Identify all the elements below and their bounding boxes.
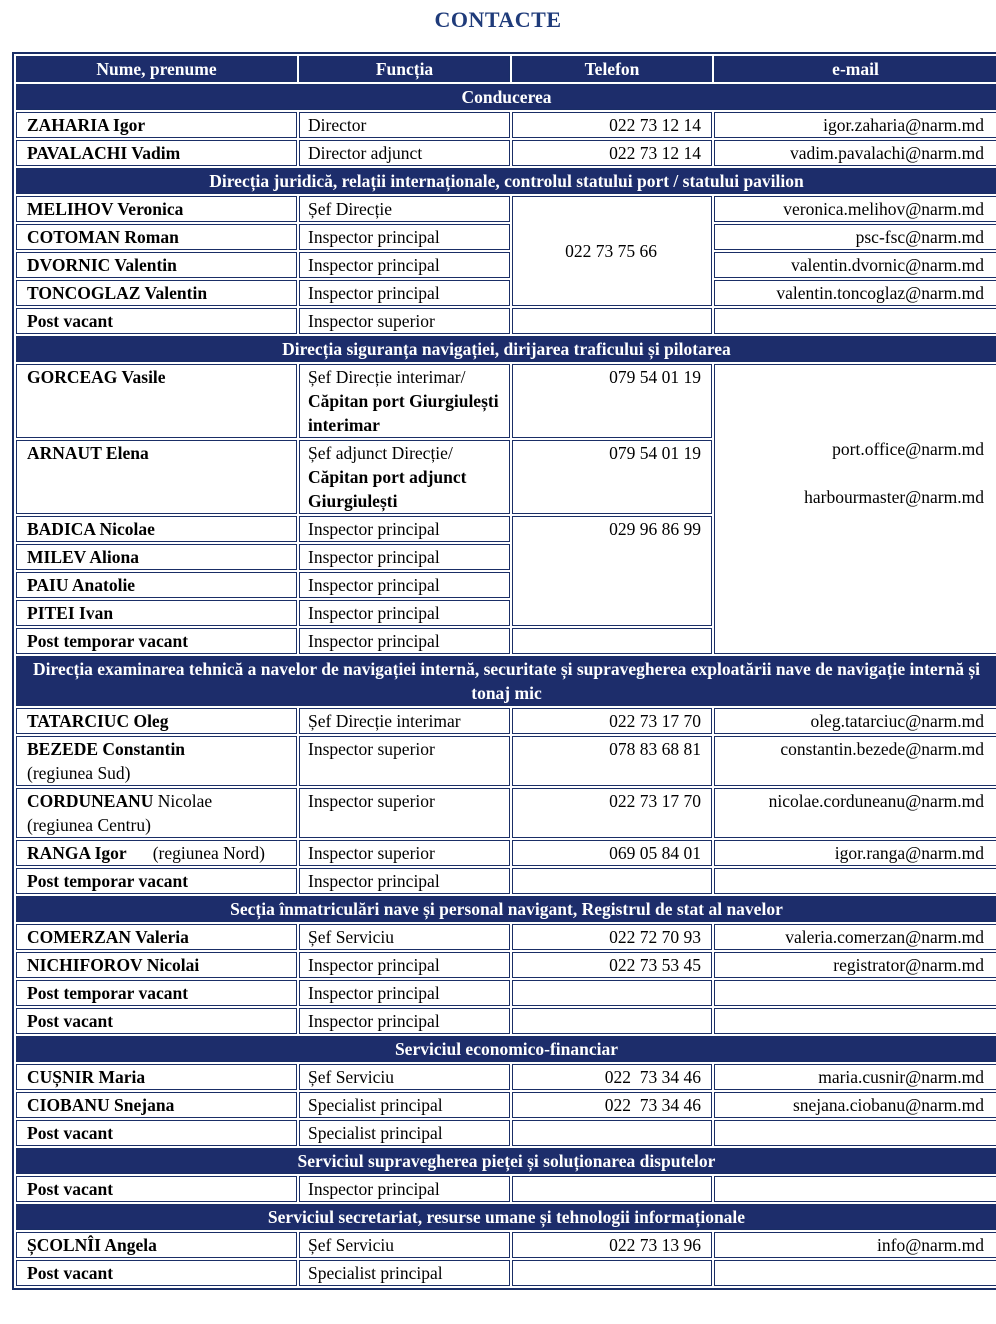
cell-function: Inspector principal <box>299 572 510 598</box>
section-row <box>16 84 996 110</box>
cell-name: Post temporar vacant <box>16 980 297 1006</box>
cell-phone: 079 54 01 19 <box>512 440 712 514</box>
table-row <box>16 1176 996 1202</box>
name-text: BEZEDE Constantin <box>27 739 186 759</box>
region-text: (regiunea Sud) <box>27 763 131 783</box>
cell-function: Inspector principal <box>299 600 510 626</box>
cell-name: PAIU Anatolie <box>16 572 297 598</box>
cell-email: maria.cusnir@narm.md <box>714 1064 996 1090</box>
cell-email: valentin.dvornic@narm.md <box>714 252 996 278</box>
table-row <box>16 196 996 222</box>
cell-name: COTOMAN Roman <box>16 224 297 250</box>
cell-name: PITEI Ivan <box>16 600 297 626</box>
cell-name: NICHIFOROV Nicolai <box>16 952 297 978</box>
name-rest-text: Nicolae <box>157 791 213 811</box>
cell-function: Șef Serviciu <box>299 924 510 950</box>
cell-email: veronica.melihov@narm.md <box>714 196 996 222</box>
section-title: Direcția juridică, relații internaționale, controlul statului port / statului pavilion <box>16 168 996 194</box>
cell-email: valeria.comerzan@narm.md <box>714 924 996 950</box>
cell-function: Inspector principal <box>299 980 510 1006</box>
section-title: Serviciul supravegherea pieței și soluționarea disputelor <box>16 1148 996 1174</box>
cell-phone <box>512 628 712 654</box>
cell-email: valentin.toncoglaz@narm.md <box>714 280 996 306</box>
table-row <box>16 924 996 950</box>
cell-phone: 022 73 17 70 <box>512 788 712 838</box>
cell-name: PAVALACHI Vadim <box>16 140 297 166</box>
cell-function: Inspector principal <box>299 224 510 250</box>
cell-name: MILEV Aliona <box>16 544 297 570</box>
table-row <box>16 280 996 306</box>
cell-phone <box>512 1008 712 1034</box>
name-text: CORDUNEANU <box>27 791 154 811</box>
cell-email: constantin.bezede@narm.md <box>714 736 996 786</box>
table-row <box>16 840 996 866</box>
cell-function: Inspector principal <box>299 280 510 306</box>
cell-name: BADICA Nicolae <box>16 516 297 542</box>
cell-phone <box>512 1176 712 1202</box>
table-row <box>16 1064 996 1090</box>
table-row <box>16 1232 996 1258</box>
cell-name: MELIHOV Veronica <box>16 196 297 222</box>
cell-name: GORCEAG Vasile <box>16 364 297 438</box>
table-row <box>16 1092 996 1118</box>
table-row <box>16 112 996 138</box>
cell-function: Director adjunct <box>299 140 510 166</box>
cell-name: Post vacant <box>16 1120 297 1146</box>
cell-name <box>16 840 297 866</box>
cell-email: psc-fsc@narm.md <box>714 224 996 250</box>
cell-name: COMERZAN Valeria <box>16 924 297 950</box>
table-row <box>16 1008 996 1034</box>
cell-name <box>16 788 297 838</box>
region-text: (regiunea Centru) <box>27 815 151 835</box>
cell-function <box>299 440 510 514</box>
cell-name: Post vacant <box>16 308 297 334</box>
cell-email <box>714 1260 996 1286</box>
cell-phone: 022 73 17 70 <box>512 708 712 734</box>
cell-function: Inspector superior <box>299 788 510 838</box>
table-row <box>16 140 996 166</box>
cell-function: Specialist principal <box>299 1120 510 1146</box>
cell-function: Șef Serviciu <box>299 1064 510 1090</box>
page-title: CONTACTE <box>434 7 562 32</box>
region-text: (regiunea Nord) <box>152 843 265 863</box>
cell-function: Specialist principal <box>299 1260 510 1286</box>
header-row <box>16 56 996 82</box>
cell-email: igor.zaharia@narm.md <box>714 112 996 138</box>
cell-name <box>16 736 297 786</box>
cell-phone: 022 73 12 14 <box>512 140 712 166</box>
cell-name: TATARCIUC Oleg <box>16 708 297 734</box>
cell-function: Director <box>299 112 510 138</box>
cell-email <box>714 1008 996 1034</box>
function-bold-text: Căpitan port Giurgiulești interimar <box>308 391 499 435</box>
cell-email: info@narm.md <box>714 1232 996 1258</box>
cell-function: Inspector principal <box>299 252 510 278</box>
cell-name: ȘCOLNÎI Angela <box>16 1232 297 1258</box>
section-title: Direcția siguranța navigației, dirijarea traficului și pilotarea <box>16 336 996 362</box>
cell-phone: 022 73 34 46 <box>512 1064 712 1090</box>
header-email: e-mail <box>714 56 996 82</box>
cell-name: DVORNIC Valentin <box>16 252 297 278</box>
cell-phone <box>512 1120 712 1146</box>
cell-email <box>714 1176 996 1202</box>
cell-phone: 022 73 75 66 <box>512 196 712 306</box>
section-title: Secția înmatriculări nave și personal navigant, Registrul de stat al navelor <box>16 896 996 922</box>
cell-email <box>714 980 996 1006</box>
email-harbourmaster: harbourmaster@narm.md <box>804 487 984 507</box>
section-title: Serviciul secretariat, resurse umane și tehnologii informaționale <box>16 1204 996 1230</box>
cell-phone: 022 73 34 46 <box>512 1092 712 1118</box>
cell-name: Post temporar vacant <box>16 628 297 654</box>
cell-phone <box>512 980 712 1006</box>
cell-phone <box>512 308 712 334</box>
section-row <box>16 656 996 706</box>
cell-email <box>714 308 996 334</box>
table-row <box>16 980 996 1006</box>
cell-phone: 022 73 12 14 <box>512 112 712 138</box>
cell-function: Inspector superior <box>299 840 510 866</box>
cell-function: Șef Direcție <box>299 196 510 222</box>
cell-function: Specialist principal <box>299 1092 510 1118</box>
cell-email: nicolae.corduneanu@narm.md <box>714 788 996 838</box>
cell-phone: 029 96 86 99 <box>512 516 712 626</box>
table-row <box>16 1120 996 1146</box>
cell-function: Șef Direcție interimar <box>299 708 510 734</box>
cell-phone: 079 54 01 19 <box>512 364 712 438</box>
cell-name: Post vacant <box>16 1176 297 1202</box>
header-phone: Telefon <box>512 56 712 82</box>
cell-function: Inspector principal <box>299 952 510 978</box>
section-row <box>16 168 996 194</box>
section-row <box>16 896 996 922</box>
cell-email <box>714 1120 996 1146</box>
table-row <box>16 952 996 978</box>
table-row <box>16 788 996 838</box>
cell-function: Inspector principal <box>299 544 510 570</box>
contacts-table <box>12 52 996 1290</box>
cell-function: Șef Serviciu <box>299 1232 510 1258</box>
table-row <box>16 364 996 438</box>
section-title: Direcția examinarea tehnică a navelor de navigației internă, securitate și supravegherea exploatării nave de navigație internă și tonaj mic <box>16 656 996 706</box>
cell-phone: 022 73 53 45 <box>512 952 712 978</box>
table-row <box>16 708 996 734</box>
section-row <box>16 1204 996 1230</box>
table-row <box>16 868 996 894</box>
cell-name: Post temporar vacant <box>16 868 297 894</box>
function-text: Șef Direcție interimar/ <box>308 367 466 387</box>
section-row <box>16 336 996 362</box>
cell-email: vadim.pavalachi@narm.md <box>714 140 996 166</box>
function-bold-text: Căpitan port adjunct Giurgiulești <box>308 467 467 511</box>
table-row <box>16 252 996 278</box>
section-row <box>16 1148 996 1174</box>
cell-name: ZAHARIA Igor <box>16 112 297 138</box>
cell-name: ARNAUT Elena <box>16 440 297 514</box>
cell-email: igor.ranga@narm.md <box>714 840 996 866</box>
name-text: RANGA Igor <box>27 843 127 863</box>
table-row <box>16 308 996 334</box>
cell-email: snejana.ciobanu@narm.md <box>714 1092 996 1118</box>
cell-function: Inspector principal <box>299 628 510 654</box>
cell-phone <box>512 868 712 894</box>
cell-phone: 069 05 84 01 <box>512 840 712 866</box>
section-title: Serviciul economico-financiar <box>16 1036 996 1062</box>
cell-phone: 078 83 68 81 <box>512 736 712 786</box>
cell-function: Inspector principal <box>299 516 510 542</box>
header-function: Funcția <box>299 56 510 82</box>
cell-phone: 022 72 70 93 <box>512 924 712 950</box>
cell-phone: 022 73 13 96 <box>512 1232 712 1258</box>
cell-email-group <box>714 364 996 654</box>
section-row <box>16 1036 996 1062</box>
cell-name: Post vacant <box>16 1008 297 1034</box>
cell-function: Inspector superior <box>299 308 510 334</box>
cell-phone <box>512 1260 712 1286</box>
cell-name: Post vacant <box>16 1260 297 1286</box>
cell-function: Inspector principal <box>299 1176 510 1202</box>
email-port-office: port.office@narm.md <box>832 439 984 459</box>
cell-email: registrator@narm.md <box>714 952 996 978</box>
table-row <box>16 1260 996 1286</box>
cell-name: CUȘNIR Maria <box>16 1064 297 1090</box>
cell-email <box>714 868 996 894</box>
cell-name: TONCOGLAZ Valentin <box>16 280 297 306</box>
contacts-table-wrapper <box>12 52 987 1290</box>
cell-function: Inspector principal <box>299 868 510 894</box>
header-name: Nume, prenume <box>16 56 297 82</box>
table-row <box>16 224 996 250</box>
section-title: Conducerea <box>16 84 996 110</box>
cell-function <box>299 364 510 438</box>
table-row <box>16 736 996 786</box>
cell-email: oleg.tatarciuc@narm.md <box>714 708 996 734</box>
cell-function: Inspector superior <box>299 736 510 786</box>
cell-function: Inspector principal <box>299 1008 510 1034</box>
cell-name: CIOBANU Snejana <box>16 1092 297 1118</box>
function-text: Șef adjunct Direcție/ <box>308 443 453 463</box>
